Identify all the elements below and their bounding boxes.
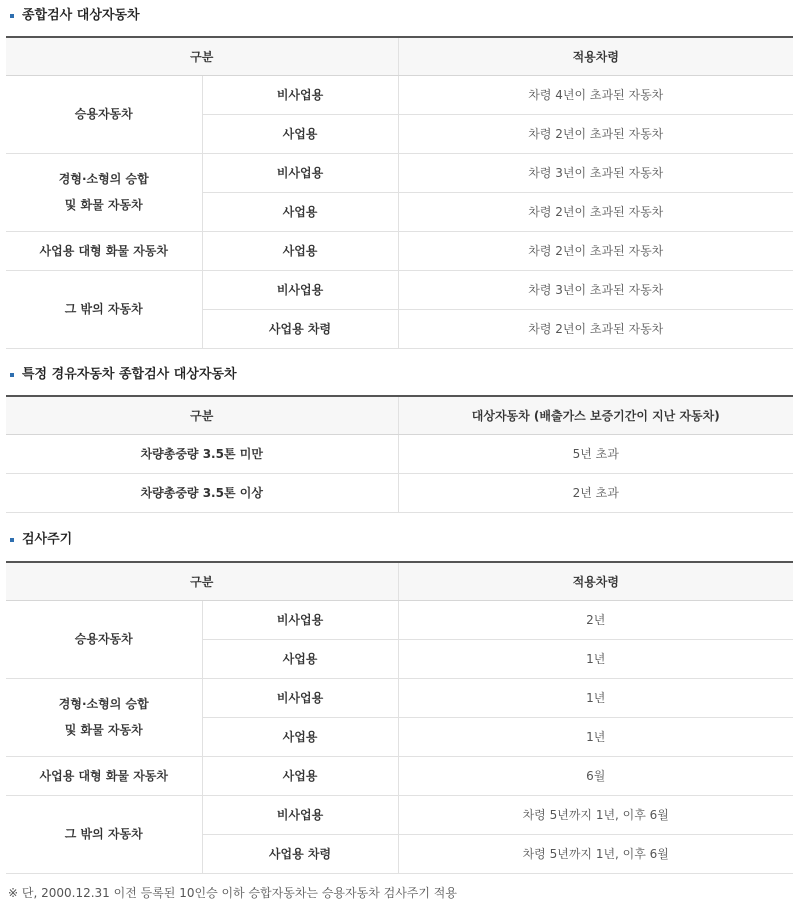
- subcategory-cell: 사업용: [202, 756, 398, 795]
- value-cell: 차령 2년이 초과된 자동차: [398, 114, 793, 153]
- table-row: [6, 153, 793, 192]
- value-cell: 2년 초과: [398, 473, 793, 512]
- section-title-inspection-targets: [0, 7, 140, 24]
- section-title-text: 특정 경유자동차 종합검사 대상자동차: [22, 367, 237, 382]
- header-value: 적용차령: [398, 37, 793, 75]
- footnote: ※ 단, 2000.12.31 이전 등록된 10인승 이하 승합자동차는 승용자동차 검사주기 적용: [8, 886, 457, 900]
- subcategory-cell: 비사업용: [202, 270, 398, 309]
- header-category: 구분: [6, 562, 398, 600]
- value-cell: 차령 5년까지 1년, 이후 6월: [398, 834, 793, 873]
- value-cell: 차령 2년이 초과된 자동차: [398, 231, 793, 270]
- subcategory-cell: 사업용: [202, 231, 398, 270]
- table-row: [6, 473, 793, 512]
- subcategory-cell: 사업용 차령: [202, 834, 398, 873]
- subcategory-cell: 비사업용: [202, 75, 398, 114]
- value-cell: 5년 초과: [398, 434, 793, 473]
- subcategory-cell: 사업용: [202, 114, 398, 153]
- category-cell: 차량총중량 3.5톤 이상: [6, 473, 398, 512]
- subcategory-cell: 비사업용: [202, 795, 398, 834]
- subcategory-cell: 사업용: [202, 639, 398, 678]
- section-title-text: 종합검사 대상자동차: [22, 8, 140, 23]
- table-row: [6, 434, 793, 473]
- value-cell: 1년: [398, 717, 793, 756]
- category-cell: 사업용 대형 화물 자동차: [6, 231, 202, 270]
- section-title-diesel-targets: [0, 366, 237, 383]
- table-row: [6, 678, 793, 717]
- section-title-inspection-cycle: [0, 531, 72, 548]
- diesel-targets-table: [6, 395, 793, 513]
- category-cell: 승용자동차: [6, 75, 202, 153]
- value-cell: 1년: [398, 678, 793, 717]
- value-cell: 2년: [398, 600, 793, 639]
- bullet-icon: [10, 538, 14, 542]
- category-cell: 경형·소형의 승합 및 화물 자동차: [6, 678, 202, 756]
- value-cell: 차령 4년이 초과된 자동차: [398, 75, 793, 114]
- section-title-text: 검사주기: [22, 532, 73, 547]
- subcategory-cell: 비사업용: [202, 153, 398, 192]
- value-cell: 6월: [398, 756, 793, 795]
- table-row: [6, 600, 793, 639]
- bullet-icon: [10, 373, 14, 377]
- table-row: [6, 756, 793, 795]
- category-cell: 승용자동차: [6, 600, 202, 678]
- subcategory-cell: 사업용 차령: [202, 309, 398, 348]
- value-cell: 1년: [398, 639, 793, 678]
- subcategory-cell: 비사업용: [202, 600, 398, 639]
- header-category: 구분: [6, 396, 398, 434]
- table-row: [6, 75, 793, 114]
- value-cell: 차령 5년까지 1년, 이후 6월: [398, 795, 793, 834]
- value-cell: 차령 2년이 초과된 자동차: [398, 192, 793, 231]
- bullet-icon: [10, 14, 14, 18]
- subcategory-cell: 비사업용: [202, 678, 398, 717]
- table-row: [6, 231, 793, 270]
- header-value: 대상자동차 (배출가스 보증기간이 지난 자동차): [398, 396, 793, 434]
- subcategory-cell: 사업용: [202, 717, 398, 756]
- subcategory-cell: 사업용: [202, 192, 398, 231]
- value-cell: 차령 2년이 초과된 자동차: [398, 309, 793, 348]
- value-cell: 차령 3년이 초과된 자동차: [398, 270, 793, 309]
- table-row: [6, 795, 793, 834]
- category-cell: 차량총중량 3.5톤 미만: [6, 434, 398, 473]
- category-cell: 경형·소형의 승합 및 화물 자동차: [6, 153, 202, 231]
- header-value: 적용차령: [398, 562, 793, 600]
- category-cell: 사업용 대형 화물 자동차: [6, 756, 202, 795]
- value-cell: 차령 3년이 초과된 자동차: [398, 153, 793, 192]
- category-cell: 그 밖의 자동차: [6, 795, 202, 873]
- inspection-targets-table: [6, 36, 793, 349]
- table-row: [6, 270, 793, 309]
- header-category: 구분: [6, 37, 398, 75]
- category-cell: 그 밖의 자동차: [6, 270, 202, 348]
- inspection-cycle-table: [6, 561, 793, 874]
